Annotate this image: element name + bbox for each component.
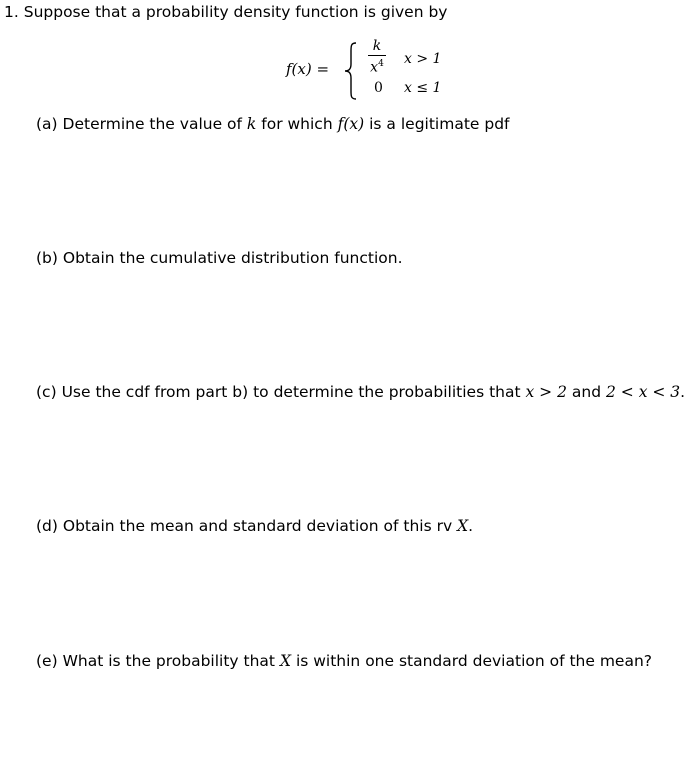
case2-value: 0 xyxy=(374,80,383,96)
part-d-text-2: . xyxy=(468,517,474,535)
part-a-text-1: Determine the value of xyxy=(62,115,242,133)
part-a-label: (a) xyxy=(36,115,58,133)
part-b-label: (b) xyxy=(36,249,58,267)
part-e xyxy=(36,652,652,670)
fraction-denominator xyxy=(366,56,388,76)
part-b-text-1: Obtain the cumulative distribution function. xyxy=(62,249,403,267)
formula-lhs: f(x) = xyxy=(286,60,330,78)
formula-fraction xyxy=(366,38,388,76)
part-b xyxy=(36,249,403,267)
part-e-text-1: What is the probability that xyxy=(62,652,276,670)
part-c-text-1: Use the cdf from part b) to determine the probabilities that xyxy=(61,383,521,401)
case1-condition: x > 1 xyxy=(404,51,442,67)
part-a xyxy=(36,115,510,133)
part-e-math-1: X xyxy=(279,652,291,670)
part-c xyxy=(36,383,685,401)
case2-condition: x ≤ 1 xyxy=(404,80,442,96)
part-a-math-2: f(x) xyxy=(337,115,365,133)
part-d-text-1: Obtain the mean and standard deviation of this rv xyxy=(62,517,453,535)
denominator-exponent: 4 xyxy=(378,59,384,69)
left-brace-icon xyxy=(344,42,358,100)
part-d xyxy=(36,517,473,535)
denominator-base: x xyxy=(370,59,379,76)
part-e-text-2: is within one standard deviation of the mean? xyxy=(295,652,653,670)
part-c-math-2: 2 < x < 3 xyxy=(606,383,681,401)
part-a-text-2: for which xyxy=(261,115,333,133)
part-c-math-1: x > 2 xyxy=(525,383,567,401)
question-intro: Suppose that a probability density function is given by xyxy=(23,3,448,21)
part-e-label: (e) xyxy=(36,652,58,670)
part-d-math-1: X xyxy=(457,517,469,535)
part-d-label: (d) xyxy=(36,517,58,535)
part-a-text-3: is a legitimate pdf xyxy=(369,115,510,133)
pdf-formula xyxy=(286,38,466,100)
part-c-label: (c) xyxy=(36,383,57,401)
part-c-text-2: and xyxy=(571,383,602,401)
question-header xyxy=(4,3,447,21)
question-number: 1. xyxy=(4,3,19,21)
part-a-math-1: k xyxy=(246,115,257,133)
part-c-text-3: . xyxy=(680,383,685,401)
fraction-numerator: k xyxy=(372,38,382,54)
